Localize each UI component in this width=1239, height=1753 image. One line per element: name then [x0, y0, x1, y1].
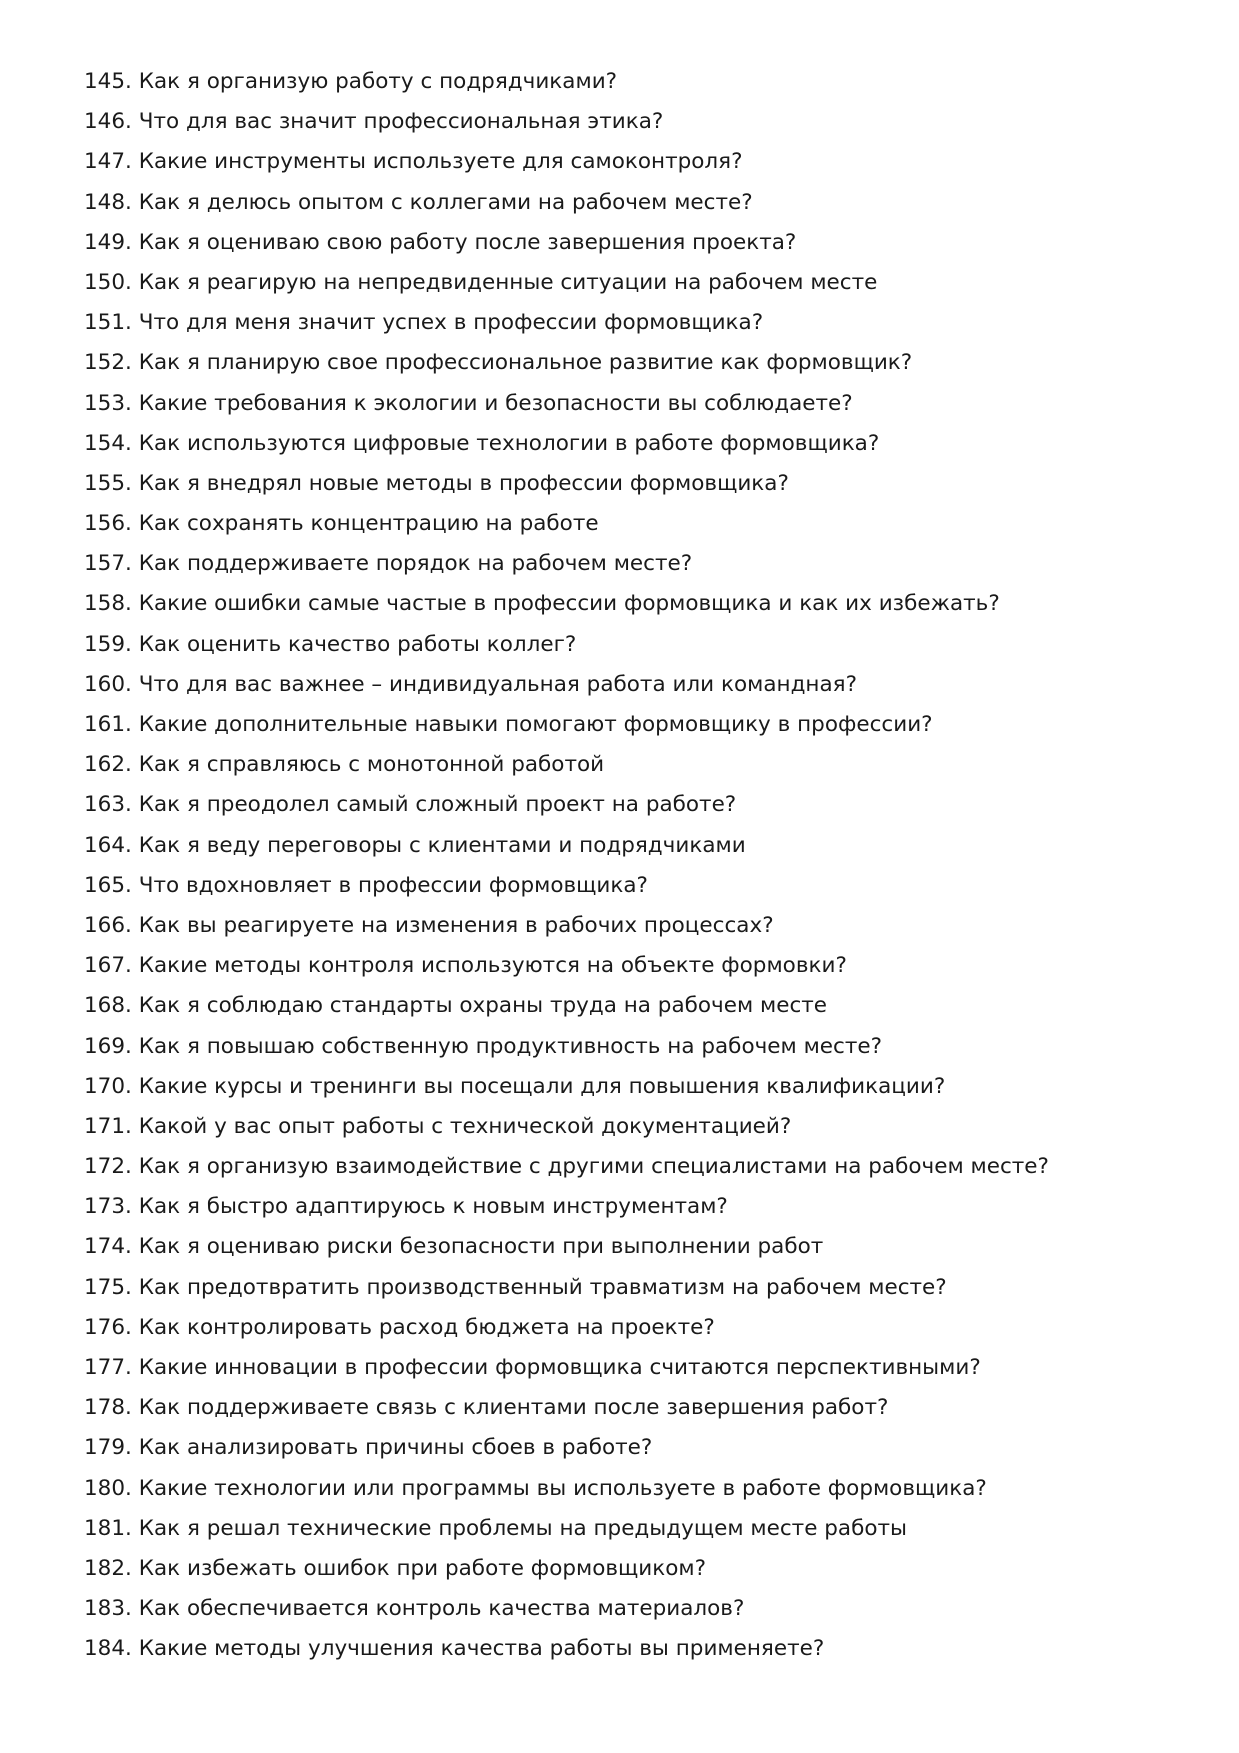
item-number: 163.: [84, 792, 132, 818]
item-text: Как я преодолел самый сложный проект на работе?: [138, 792, 737, 818]
item-text: Как я организую работу с подрядчиками?: [138, 69, 618, 94]
list-item: [84, 1067, 1049, 1107]
item-text: Как я соблюдаю стандарты охраны труда на рабочем месте: [138, 993, 828, 1019]
list-item: [84, 826, 1049, 866]
item-text: Что для меня значит успех в профессии формовщика?: [138, 310, 764, 336]
item-number: 183.: [84, 1596, 132, 1622]
item-number: 166.: [84, 912, 132, 938]
item-text: Как анализировать причины сбоев в работе?: [138, 1435, 653, 1461]
list-item: [84, 1428, 1049, 1468]
list-item: [84, 785, 1049, 825]
item-text: Как сохранять концентрацию на работе: [138, 511, 599, 537]
list-item: [84, 1509, 1049, 1549]
item-number: 145.: [84, 69, 132, 94]
list-item: [84, 1589, 1049, 1629]
item-number: 181.: [84, 1515, 132, 1541]
list-item: [84, 504, 1049, 544]
list-item: [84, 1629, 1049, 1669]
item-text: Что для вас значит профессиональная этика?: [138, 109, 664, 135]
list-item: [84, 584, 1049, 624]
item-text: Как я веду переговоры с клиентами и подрядчиками: [138, 832, 746, 858]
item-text: Какие курсы и тренинги вы посещали для повышения квалификации?: [138, 1073, 946, 1099]
item-number: 157.: [84, 551, 132, 577]
item-number: 165.: [84, 872, 132, 898]
item-text: Какие инновации в профессии формовщика считаются перспективными?: [138, 1355, 981, 1380]
item-number: 171.: [84, 1113, 132, 1139]
item-text: Какие ошибки самые частые в профессии формовщика и как их избежать?: [138, 591, 1000, 617]
item-text: Как поддерживаете связь с клиентами после завершения работ?: [138, 1395, 889, 1421]
item-number: 150.: [84, 269, 132, 295]
item-number: 169.: [84, 1033, 132, 1059]
list-item: [84, 906, 1049, 946]
list-item: [84, 1107, 1049, 1147]
item-number: 159.: [84, 631, 132, 657]
list-item: [84, 142, 1049, 182]
list-item: [84, 1549, 1049, 1589]
list-item: [84, 384, 1049, 424]
item-text: Как я внедрял новые методы в профессии формовщика?: [138, 470, 789, 496]
item-number: 167.: [84, 953, 132, 979]
list-item: [84, 866, 1049, 906]
item-number: 162.: [84, 752, 132, 778]
item-text: Как я повышаю собственную продуктивность на рабочем месте?: [138, 1033, 883, 1059]
list-item: [84, 1388, 1049, 1428]
list-item: [84, 183, 1049, 223]
item-text: Как я оцениваю свою работу после завершения проекта?: [138, 229, 797, 255]
item-text: Как я организую взаимодействие с другими специалистами на рабочем месте?: [138, 1154, 1049, 1180]
list-item: [84, 1469, 1049, 1509]
list-item: [84, 1147, 1049, 1187]
item-number: 154.: [84, 430, 132, 456]
item-text: Какие инструменты используете для самоконтроля?: [138, 149, 743, 175]
item-number: 164.: [84, 832, 132, 858]
item-text: Как контролировать расход бюджета на проекте?: [138, 1314, 715, 1340]
list-item: [84, 1187, 1049, 1227]
item-number: 156.: [84, 511, 132, 537]
item-text: Как используются цифровые технологии в работе формовщика?: [138, 430, 880, 456]
item-number: 184.: [84, 1636, 132, 1662]
item-text: Какие методы улучшения качества работы вы применяете?: [138, 1636, 825, 1662]
item-text: Как вы реагируете на изменения в рабочих процессах?: [138, 912, 774, 938]
list-item: [84, 705, 1049, 745]
item-text: Как оценить качество работы коллег?: [138, 631, 577, 657]
item-text: Что для вас важнее – индивидуальная работа или командная?: [138, 671, 858, 697]
item-number: 174.: [84, 1234, 132, 1260]
item-text: Какие технологии или программы вы используете в работе формовщика?: [138, 1475, 987, 1501]
list-item: [84, 223, 1049, 263]
item-number: 173.: [84, 1194, 132, 1220]
item-number: 180.: [84, 1475, 132, 1501]
item-number: 178.: [84, 1395, 132, 1421]
list-item: [84, 263, 1049, 303]
list-item: [84, 625, 1049, 665]
list-item: [84, 1348, 1049, 1388]
item-number: 175.: [84, 1274, 132, 1300]
list-item: [84, 102, 1049, 142]
list-item: [84, 986, 1049, 1026]
item-number: 177.: [84, 1355, 132, 1380]
item-text: Как я планирую свое профессиональное развитие как формовщик?: [138, 350, 913, 376]
item-number: 161.: [84, 712, 132, 737]
item-number: 182.: [84, 1555, 132, 1581]
item-text: Какие требования к экологии и безопасности вы соблюдаете?: [138, 390, 853, 416]
item-number: 158.: [84, 591, 132, 617]
list-item: [84, 946, 1049, 986]
item-number: 153.: [84, 390, 132, 416]
item-number: 170.: [84, 1073, 132, 1099]
item-number: 168.: [84, 993, 132, 1019]
list-item: [84, 62, 1049, 102]
list-item: [84, 303, 1049, 343]
item-number: 148.: [84, 189, 132, 215]
item-text: Как я быстро адаптируюсь к новым инструментам?: [138, 1194, 728, 1220]
item-text: Как предотвратить производственный травматизм на рабочем месте?: [138, 1274, 947, 1300]
item-number: 160.: [84, 671, 132, 697]
item-text: Как я делюсь опытом с коллегами на рабочем месте?: [138, 189, 753, 215]
list-item: [84, 1308, 1049, 1348]
item-number: 172.: [84, 1154, 132, 1180]
list-item: [84, 1027, 1049, 1067]
item-text: Как я реагирую на непредвиденные ситуации на рабочем месте: [138, 269, 878, 295]
question-list: [84, 62, 1049, 1670]
item-number: 147.: [84, 149, 132, 175]
item-number: 149.: [84, 229, 132, 255]
item-text: Как я решал технические проблемы на предыдущем месте работы: [138, 1515, 907, 1541]
item-text: Как избежать ошибок при работе формовщиком?: [138, 1555, 707, 1581]
list-item: [84, 1227, 1049, 1267]
list-item: [84, 1268, 1049, 1308]
item-number: 152.: [84, 350, 132, 376]
item-text: Какие дополнительные навыки помогают формовщику в профессии?: [138, 712, 933, 737]
item-text: Как обеспечивается контроль качества материалов?: [138, 1596, 745, 1622]
list-item: [84, 665, 1049, 705]
item-number: 179.: [84, 1435, 132, 1461]
item-number: 176.: [84, 1314, 132, 1340]
list-item: [84, 464, 1049, 504]
item-text: Как я оцениваю риски безопасности при выполнении работ: [138, 1234, 824, 1260]
item-number: 146.: [84, 109, 132, 135]
list-item: [84, 745, 1049, 785]
item-text: Как поддерживаете порядок на рабочем месте?: [138, 551, 693, 577]
item-text: Как я справляюсь с монотонной работой: [138, 752, 605, 778]
item-number: 151.: [84, 310, 132, 336]
item-number: 155.: [84, 470, 132, 496]
list-item: [84, 343, 1049, 383]
item-text: Какой у вас опыт работы с технической документацией?: [138, 1113, 792, 1139]
list-item: [84, 544, 1049, 584]
item-text: Какие методы контроля используются на объекте формовки?: [138, 953, 847, 979]
item-text: Что вдохновляет в профессии формовщика?: [138, 872, 648, 898]
list-item: [84, 424, 1049, 464]
